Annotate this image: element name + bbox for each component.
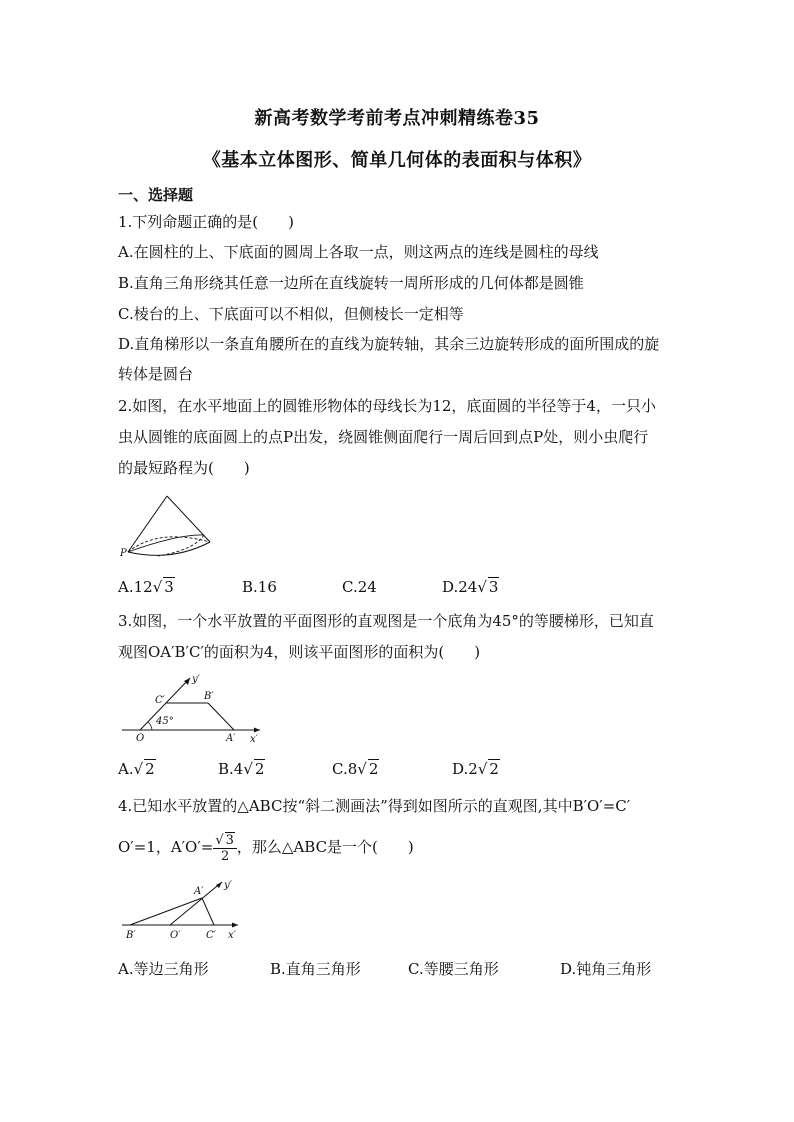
q4-label-y: y′	[224, 880, 232, 891]
q3-stem-line1: 3.如图，一个水平放置的平面图形的直观图是一个底角为45°的等腰梯形，已知直	[118, 612, 654, 630]
q4-option-c: C.等腰三角形	[408, 960, 499, 978]
q4-stem-line1: 4.已知水平放置的△ABC按“斜二测画法”得到如图所示的直观图,其中B′O′=C′	[118, 797, 631, 815]
q3-label-o: O	[136, 733, 145, 744]
q3-label-x: x′	[250, 734, 258, 745]
q3-label-b: B′	[204, 691, 214, 702]
q2-stem-line2: 虫从圆锥的底面圆上的点P出发，绕圆锥侧面爬行一周后回到点P处，则小虫爬行	[118, 428, 649, 446]
q4-label-c: C′	[206, 930, 216, 941]
q4-option-a: A.等边三角形	[118, 960, 209, 978]
q2-option-b: B.16	[242, 578, 277, 596]
q4-option-b: B.直角三角形	[270, 960, 361, 978]
q4-label-b: B′	[126, 930, 136, 941]
q3-label-c: C′	[155, 695, 165, 706]
q1-option-d-line1: D.直角梯形以一条直角腰所在的直线为旋转轴，其余三边旋转形成的面所围成的旋	[118, 335, 660, 353]
q2-option-c: C.24	[342, 578, 377, 596]
q4-options	[118, 958, 678, 980]
q3-option-a: A.√ 2	[118, 760, 155, 778]
q3-trapezoid-figure	[118, 672, 268, 752]
q3-options	[118, 760, 678, 782]
q1-option-d-line2: 转体是圆台	[118, 365, 194, 383]
q1-stem: 1.下列命题正确的是( )	[118, 213, 295, 231]
q1-option-a: A.在圆柱的上、下底面的圆周上各取一点，则这两点的连线是圆柱的母线	[118, 243, 599, 261]
q3-label-angle: 45°	[156, 716, 174, 727]
section-heading: 一、选择题	[118, 186, 194, 204]
q3-option-b: B.4√ 2	[218, 760, 265, 778]
q4-fraction: $\frac{√ 3}{2}$	[213, 833, 237, 864]
q2-option-d: D.24√ 3	[442, 578, 499, 596]
q3-label-y: y′	[192, 674, 200, 685]
q3-stem-line2: 观图OA′B′C′的面积为4，则该平面图形的面积为( )	[118, 643, 481, 661]
q1-option-b: B.直角三角形绕其任意一边所在直线旋转一周所形成的几何体都是圆锥	[118, 274, 584, 292]
q2-label-p: P	[120, 548, 127, 559]
q3-option-c: C.8√ 2	[332, 760, 379, 778]
q2-option-a: A.12√ 3	[118, 578, 174, 596]
q2-cone-figure	[118, 490, 228, 570]
exam-subtitle: 《基本立体图形、简单几何体的表面积与体积》	[202, 150, 592, 171]
q3-option-d: D.2√ 2	[452, 760, 499, 778]
q2-stem-line1: 2.如图，在水平地面上的圆锥形物体的母线长为12，底面圆的半径等于4，一只小	[118, 397, 656, 415]
q2-options	[118, 578, 678, 600]
q1-option-c: C.棱台的上、下底面可以不相似，但侧棱长一定相等	[118, 305, 464, 323]
q4-label-x: x′	[228, 930, 236, 941]
q2-stem-line3: 的最短路程为( )	[118, 459, 250, 477]
q4-label-o: O′	[170, 930, 181, 941]
q3-label-a: A′	[226, 733, 236, 744]
q4-stem-line2: O′=1，A′O′= $\frac{√ 3}{2}$ ，那么△ABC是一个( )	[118, 832, 414, 864]
q4-triangle-figure	[118, 878, 248, 948]
q4-label-a: A′	[194, 886, 204, 897]
exam-title: 新高考数学考前考点冲刺精练卷35	[254, 108, 540, 129]
q4-option-d: D.钝角三角形	[560, 960, 652, 978]
